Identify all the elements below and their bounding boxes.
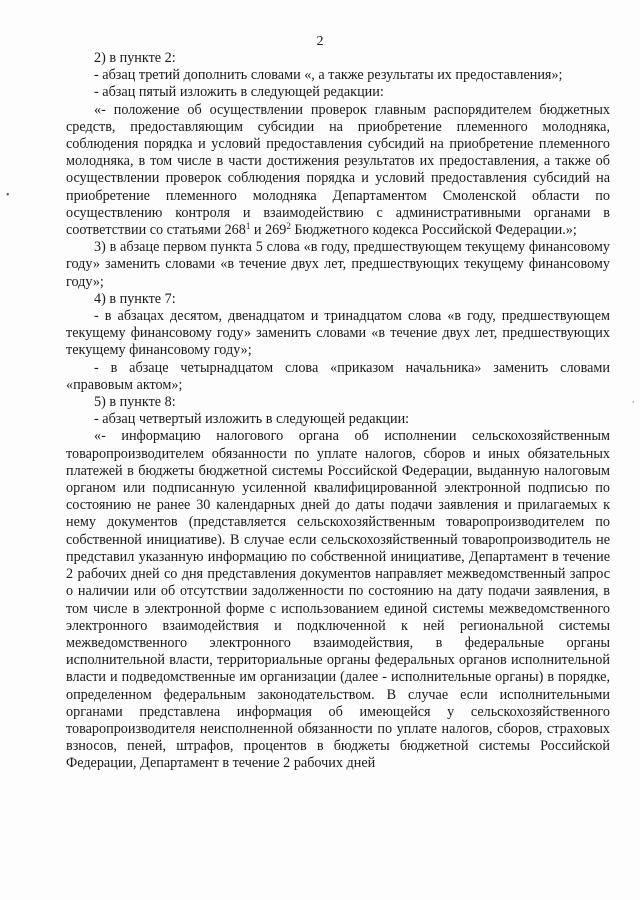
paragraph-text: «- положение об осуществлении проверок главным распорядителем бюджетных средств, предоставляющим субсидии на приобретение племенного молодняка, соблюдения порядка и условий предоставления субсидий на приобретение племенного молодняка, в том числе в части достижения результатов их предоставления, а также об осуществлении проверок соблюдения порядка и условий предоставления субсидий на приобретение племенного молодняка Департаментом Смоленской области по осуществлению контроля и взаимодействию с административными органами в соответствии со статьями 268 xyxy=(66,101,610,239)
paragraph-text: и 269 xyxy=(250,222,287,239)
paragraph: - абзац четвертый изложить в следующей редакции: xyxy=(94,411,410,428)
paragraph: 5) в пункте 8: xyxy=(94,394,176,411)
document-body xyxy=(66,50,610,773)
paragraph: «- информацию налогового органа об исполнении сельскохозяйственным товаропроизводителем обязанности по уплате налогов, сборов и иных обязательных платежей в бюджеты бюджетной системы Российской Федерации, выданную налоговым органом или подписанную усиленной квалифицированной электронной подписью по состоянию не ранее 30 календарных дней до даты подачи заявления и прилагаемых к нему документов (представляется сельскохозяйственным товаропроизводителем по собственной инициативе). В случае если сельскохозяйственный товаропроизводитель не представил указанную информацию по собственной инициативе, Департамент в течение 2 рабочих дней со дня представления документов направляет межведомственный запрос о наличии или об отсутствии задолженности по состоянию на дату подачи заявления, в том числе в электронной форме с использованием единой системы межведомственного электронного взаимодействия и подключенной к ней региональной системы межведомственного электронного взаимодействия, в федеральные органы исполнительной власти, территориальные органы федеральных органов исполнительной власти и подведомственные им организации (далее - исполнительные органы) в порядке, определенном федеральным законодательством. В случае если исполнительными органами представлена информация об имеющейся у сельскохозяйственного товаропроизводителя неисполненной обязанности по уплате налогов, сборов, страховых взносов, пеней, штрафов, процентов в бюджеты бюджетной системы Российской Федерации, Департамент в течение 2 рабочих дней xyxy=(66,428,610,772)
paragraph: 4) в пункте 7: xyxy=(94,290,176,307)
superscript: 1 xyxy=(245,221,251,232)
paragraph xyxy=(66,102,610,240)
paragraph: - абзац третий дополнить словами «, а также результаты их предоставления»; xyxy=(94,67,563,84)
paragraph: 3) в абзаце первом пункта 5 слова «в году, предшествующем текущему финансовому году» заменить словами «в течение двух лет, предшествующих текущему финансовому году»; xyxy=(66,239,610,290)
paragraph: - в абзацах десятом, двенадцатом и тринадцатом слова «в году, предшествующем текущему финансовому году» заменить словами «в течение двух лет, предшествующих текущему финансовому году»; xyxy=(66,308,610,359)
paragraph: - в абзаце четырнадцатом слова «приказом начальника» заменить словами «правовым актом»; xyxy=(66,359,610,393)
page-number: 2 xyxy=(316,34,324,49)
paragraph: 2) в пункте 2: xyxy=(94,50,176,66)
paragraph-text: Бюджетного кодекса Российской Федерации.»; xyxy=(290,222,577,239)
margin-mark: • xyxy=(6,190,10,201)
margin-mark: ' xyxy=(632,400,634,411)
paragraph: - абзац пятый изложить в следующей редакции: xyxy=(94,84,384,101)
superscript: 2 xyxy=(286,221,291,232)
